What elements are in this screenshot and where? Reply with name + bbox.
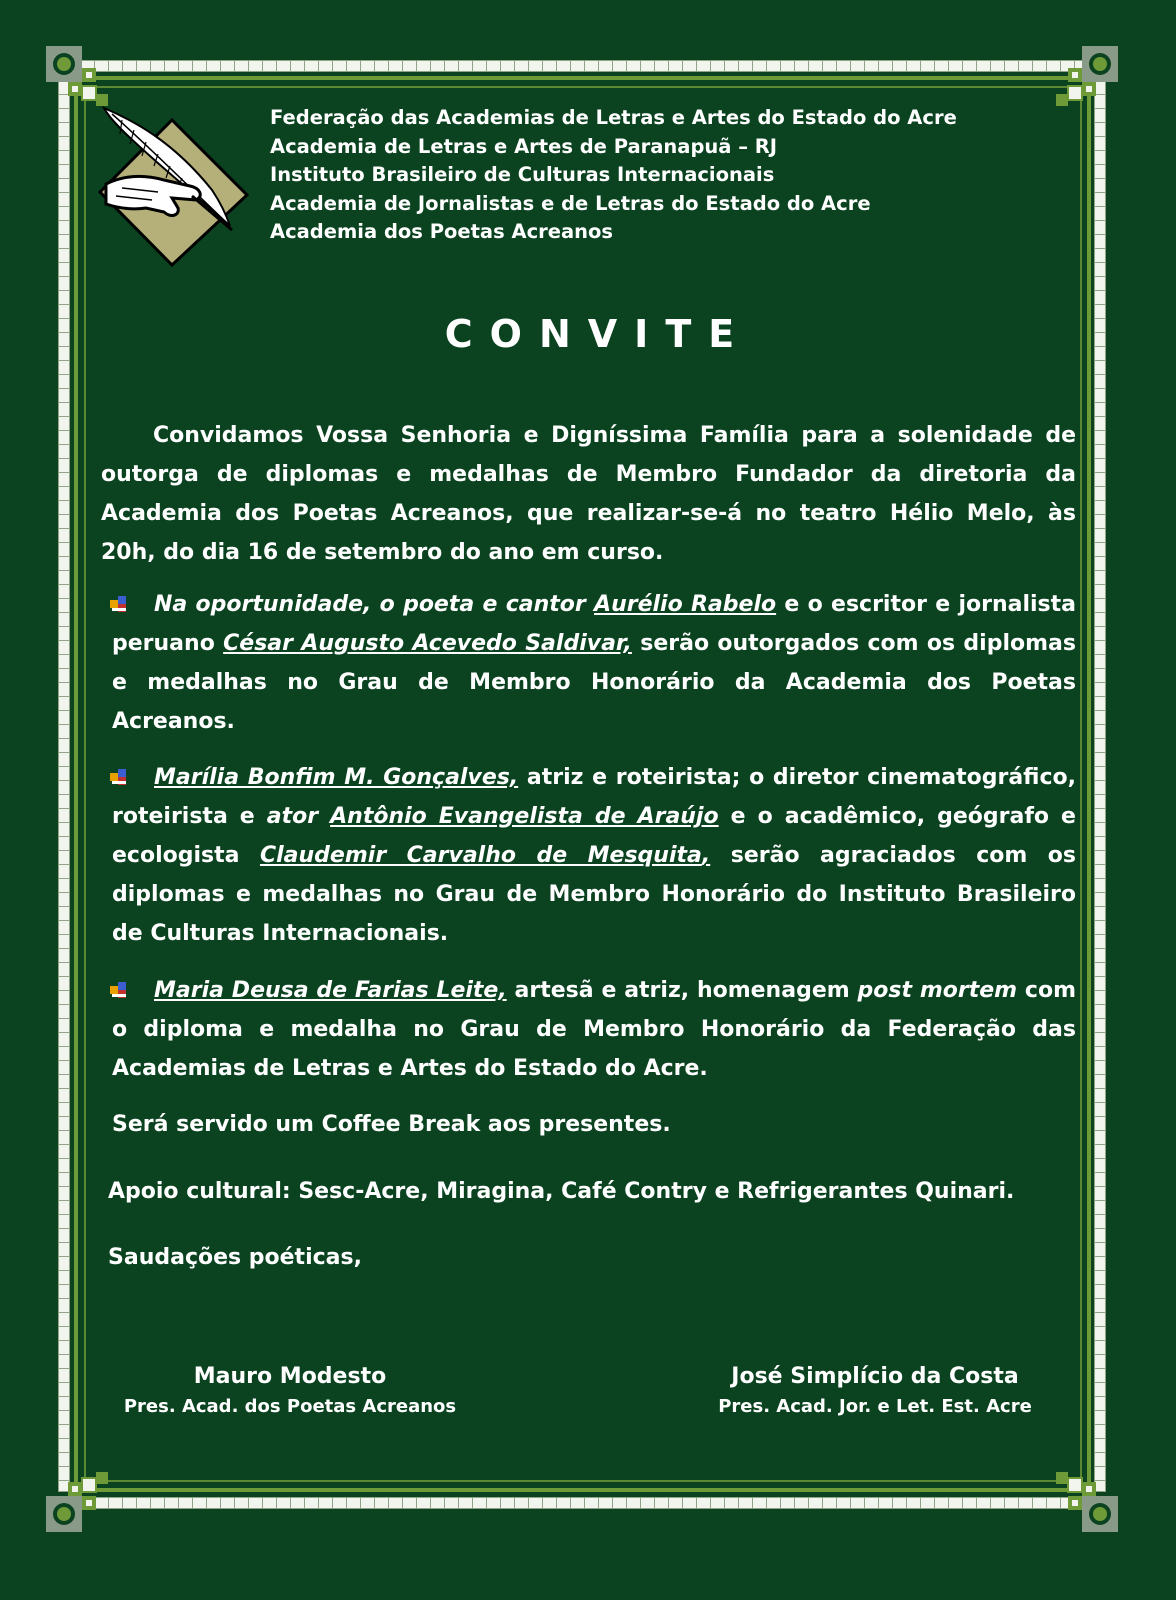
- header-line: Federação das Academias de Letras e Artes do Estado do Acre: [270, 106, 957, 129]
- honoree-name: Maria Deusa de Farias Leite,: [154, 978, 507, 1003]
- header-line: Academia de Letras e Artes de Paranapuã – RJ: [270, 134, 778, 158]
- honoree-name: Marília Bonfim M. Gonçalves,: [154, 765, 519, 790]
- header-line: Instituto Brasileiro de Culturas Internacionais: [270, 163, 775, 186]
- corner-ornament: [1056, 46, 1118, 108]
- signatory-name: Mauro Modesto: [193, 1364, 387, 1389]
- item2-rest: serão agraciados com os diplomas e medalhas no Grau de Membro Honorário do Instituto Brasileiro de Culturas Internacionais.: [112, 843, 1076, 946]
- institutions-header: [270, 104, 1030, 247]
- item1-mid: e o escritor e jornalista peruano: [112, 592, 1076, 656]
- item3-text1: artesã e atriz, homenagem: [514, 978, 850, 1003]
- corner-ornament: [1056, 1470, 1118, 1532]
- signature-block-left: [100, 1362, 480, 1422]
- header-line: Academia dos Poetas Acreanos: [270, 220, 614, 243]
- honoree-name: Antônio Evangelista de Araújo: [330, 804, 719, 829]
- bullet-icon: [110, 982, 128, 998]
- bullet-icon: [110, 769, 128, 785]
- honoree-name: Aurélio Rabelo: [594, 592, 777, 617]
- item2-comma: ,: [701, 843, 711, 868]
- item1-lead: Na oportunidade, o poeta e cantor: [154, 592, 586, 617]
- signature-block-right: [690, 1362, 1060, 1422]
- corner-ornament: [46, 46, 108, 108]
- cultural-support: Apoio cultural: Sesc-Acre, Miragina, Café Contry e Refrigerantes Quinari.: [108, 1179, 1015, 1204]
- honoree-name: Claudemir Carvalho de Mesquita: [259, 843, 702, 868]
- signatory-role: Pres. Acad. Jor. e Let. Est. Acre: [718, 1396, 1032, 1417]
- item2-text2: e o acadêmico, geógrafo e ecologista: [112, 804, 1076, 868]
- intro-paragraph: Convidamos Vossa Senhoria e Digníssima Família para a solenidade de outorga de diplomas e medalhas de Membro Fundador da diretoria da Academia dos Poetas Acreanos, que realizar-se-á no teatro Hélio Melo, às 20h, do dia 16 de setembro do ano em curso.: [101, 423, 1076, 565]
- honoree-paragraph-1: [112, 585, 1076, 741]
- coffee-break-note: Será servido um Coffee Break aos presentes.: [112, 1112, 671, 1137]
- honoree-paragraph-3: [112, 971, 1076, 1088]
- honoree-name: César Augusto Acevedo Saldivar,: [223, 631, 632, 656]
- page-title: CONVITE: [444, 312, 752, 356]
- item1-rest: serão outorgados com os diplomas e medalhas no Grau de Membro Honorário da Academia dos Poetas Acreanos.: [112, 631, 1076, 734]
- header-line: Academia de Jornalistas e de Letras do Estado do Acre: [270, 191, 871, 215]
- item2-ator: ator: [266, 804, 319, 829]
- signatory-name: José Simplício da Costa: [731, 1364, 1019, 1389]
- bullet-icon: [110, 596, 128, 612]
- honoree-paragraph-2: [112, 758, 1076, 953]
- signatory-role: Pres. Acad. dos Poetas Acreanos: [123, 1396, 457, 1417]
- item2-text1: atriz e roteirista; o diretor cinematográfico, roteirista e: [112, 765, 1076, 829]
- greeting: Saudações poéticas,: [108, 1245, 362, 1270]
- item3-post-mortem: post mortem: [857, 978, 1018, 1003]
- item3-rest: com o diploma e medalha no Grau de Membro Honorário da Federação das Academias de Letras e Artes do Estado do Acre.: [112, 978, 1077, 1081]
- corner-ornament: [46, 1470, 108, 1532]
- quill-pen-hand-logo: [92, 100, 252, 268]
